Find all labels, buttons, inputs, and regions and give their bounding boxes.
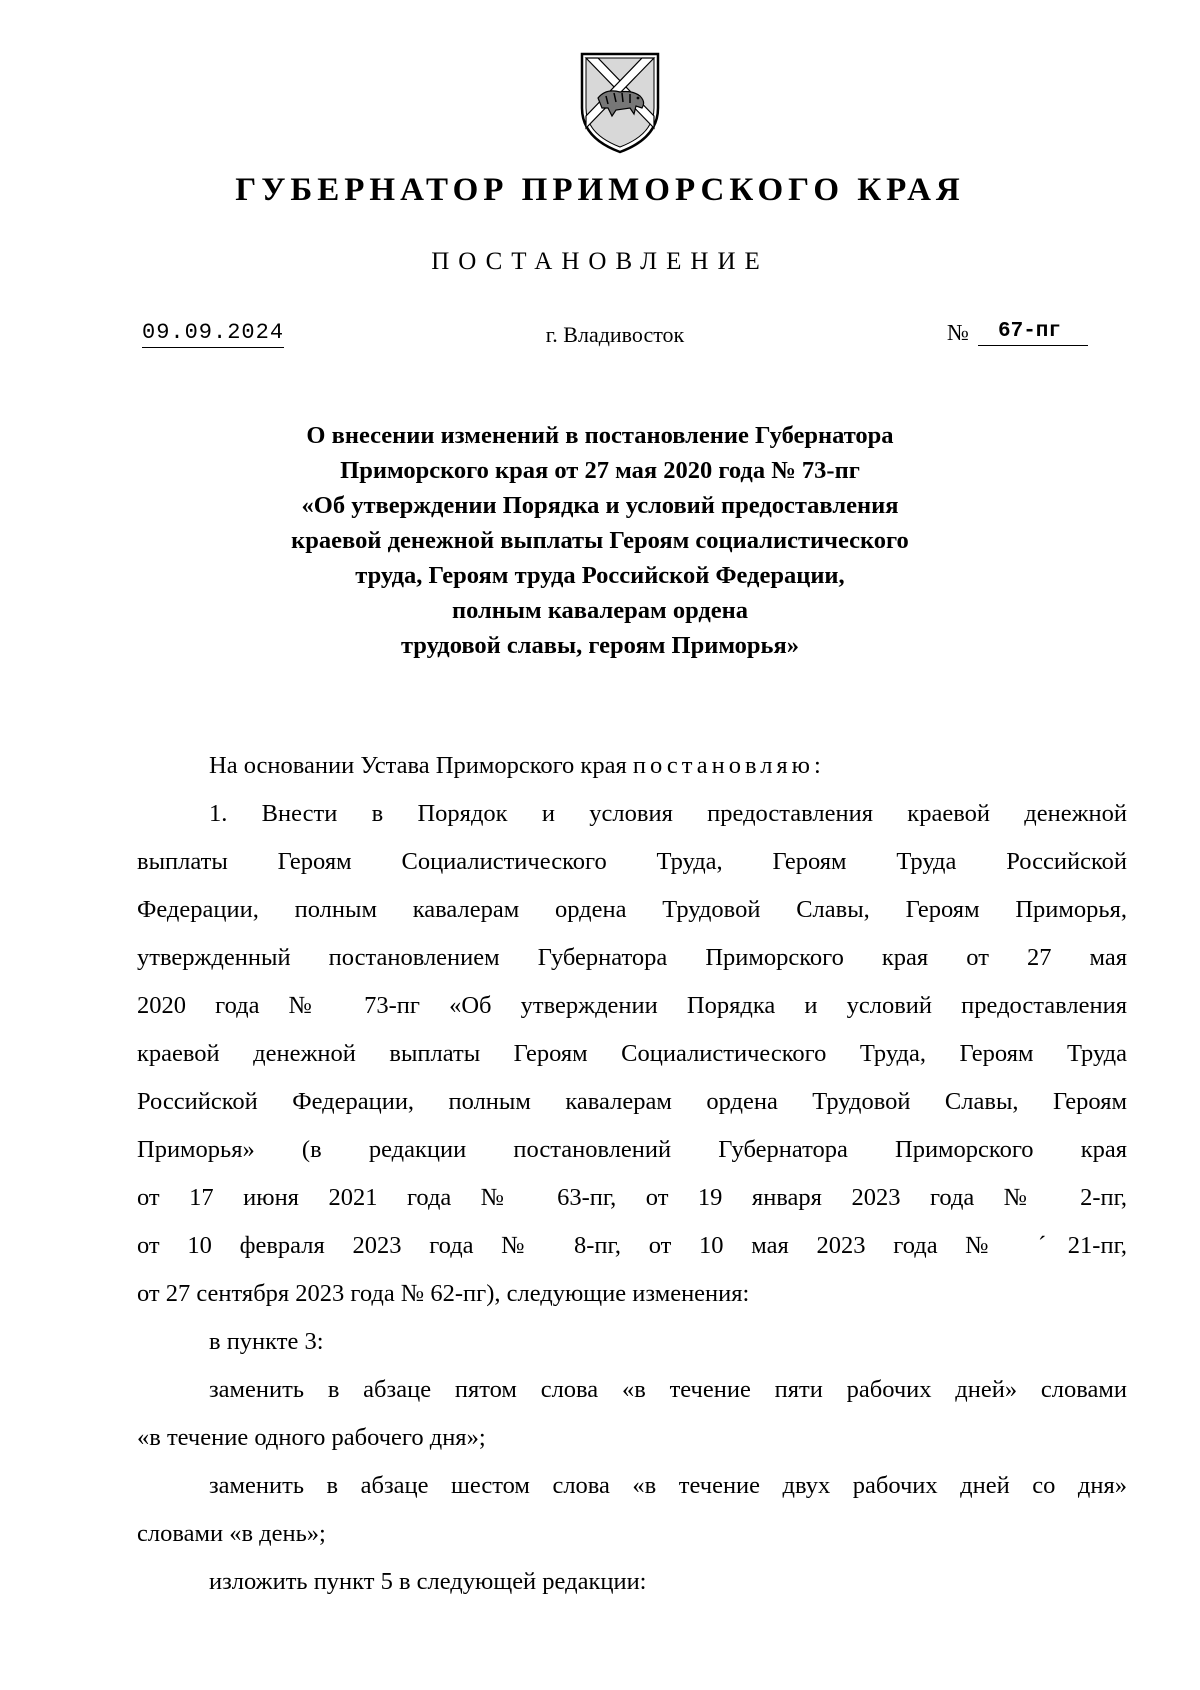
- change-2: [137, 1462, 1127, 1558]
- coat-of-arms-icon: [576, 46, 664, 156]
- point-3-heading: в пункте 3:: [209, 1328, 324, 1355]
- change-2-line: словами «в день»;: [137, 1520, 326, 1547]
- document-subject: [200, 418, 1000, 663]
- subject-line: О внесении изменений в постановление Губернатора: [306, 422, 894, 449]
- item-1-line: 1. Внести в Порядок и условия предоставления краевой денежной: [209, 800, 1127, 827]
- issuer-title: ГУБЕРНАТОР ПРИМОРСКОГО КРАЯ: [235, 172, 965, 208]
- subject-line: краевой денежной выплаты Героям социалистического: [291, 527, 909, 554]
- preamble: [137, 742, 1127, 790]
- document-date: 09.09.2024: [142, 320, 284, 348]
- item-1-line: от 10 февраля 2023 года № 8-пг, от 10 мая 2023 года № ˊ21-пг,: [137, 1232, 1127, 1259]
- document-body: [137, 742, 1127, 1606]
- item-1-line: Российской Федерации, полным кавалерам ордена Трудовой Славы, Героям: [137, 1088, 1127, 1115]
- item-1-line: от 17 июня 2021 года № 63-пг, от 19 января 2023 года № 2-пг,: [137, 1184, 1127, 1211]
- change-3: изложить пункт 5 в следующей редакции:: [209, 1568, 647, 1595]
- item-1: [137, 790, 1127, 1318]
- subject-line: труда, Героям труда Российской Федерации,: [355, 562, 845, 589]
- item-1-line: выплаты Героям Социалистического Труда, Героям Труда Российской: [137, 848, 1127, 875]
- item-1-line: от 27 сентября 2023 года № 62-пг), следующие изменения:: [137, 1280, 750, 1307]
- subject-line: «Об утверждении Порядка и условий предоставления: [301, 492, 899, 519]
- subject-line: полным кавалерам ордена: [451, 597, 749, 624]
- subject-line: трудовой славы, героям Приморья»: [400, 632, 800, 659]
- item-1-line: 2020 года № 73-пг «Об утверждении Порядка и условий предоставления: [137, 992, 1127, 1019]
- change-2-line: заменить в абзаце шестом слова «в течение двух рабочих дней со дня»: [209, 1472, 1127, 1499]
- document-type: ПОСТАНОВЛЕНИЕ: [431, 248, 769, 275]
- number-sign: №: [947, 320, 969, 345]
- document-number: 67-пг: [978, 320, 1088, 346]
- item-1-line: утвержденный постановлением Губернатора Приморского края от 27 мая: [137, 944, 1127, 971]
- item-1-line: краевой денежной выплаты Героям Социалистического Труда, Героям Труда: [137, 1040, 1127, 1067]
- preamble-colon: :: [814, 752, 821, 779]
- change-1: [137, 1366, 1127, 1462]
- preamble-resolution-word: постановляю: [632, 752, 814, 779]
- subject-line: Приморского края от 27 мая 2020 года № 73-пг: [340, 457, 860, 484]
- item-1-line: Федерации, полным кавалерам ордена Трудовой Славы, Героям Приморья,: [137, 896, 1127, 923]
- change-1-line: «в течение одного рабочего дня»;: [137, 1424, 486, 1451]
- document-city: г. Владивосток: [545, 322, 685, 347]
- item-1-line: Приморья» (в редакции постановлений Губернатора Приморского края: [137, 1136, 1127, 1163]
- preamble-text: На основании Устава Приморского края: [209, 752, 627, 779]
- change-1-line: заменить в абзаце пятом слова «в течение пяти рабочих дней» словами: [209, 1376, 1127, 1403]
